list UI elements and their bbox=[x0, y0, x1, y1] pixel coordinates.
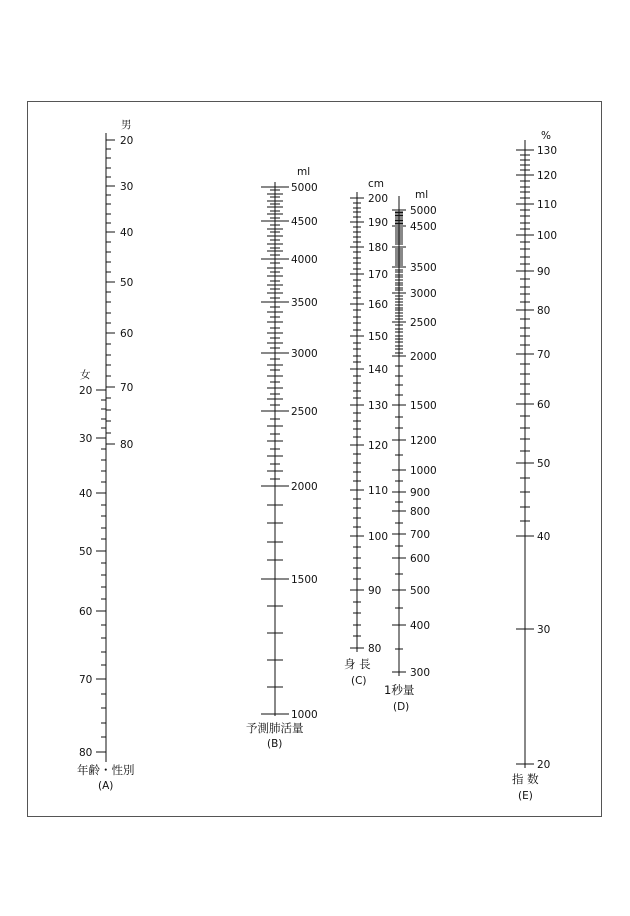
scale-d-label: 2000 bbox=[410, 351, 437, 363]
scale-a-male-unit: 男 bbox=[121, 119, 132, 131]
scale-c-label: 110 bbox=[368, 485, 389, 497]
scale-d-unit: ml bbox=[415, 189, 429, 201]
scale-e-caption: 指 数 bbox=[512, 772, 539, 786]
scale-d-label: 3000 bbox=[410, 288, 437, 300]
scale-a-male-label: 80 bbox=[120, 439, 134, 451]
scale-d-label: 300 bbox=[410, 667, 431, 679]
scale-b-label: 1500 bbox=[291, 574, 318, 586]
scale-d-fev1 bbox=[384, 189, 437, 713]
scale-d-label: 1000 bbox=[410, 465, 437, 477]
scale-d-label: 500 bbox=[410, 585, 431, 597]
scale-a-age-sex bbox=[77, 119, 135, 792]
scale-c-label: 80 bbox=[368, 643, 382, 655]
scale-b-label: 2500 bbox=[291, 406, 318, 418]
scale-e-label: 100 bbox=[537, 230, 558, 242]
scale-c-height bbox=[344, 178, 388, 687]
scale-a-male-label: 70 bbox=[120, 382, 134, 394]
scale-b-predicted-vital-capacity bbox=[246, 166, 318, 750]
scale-e-label: 90 bbox=[537, 266, 551, 278]
scale-d-label: 700 bbox=[410, 529, 431, 541]
scale-d-label: 5000 bbox=[410, 205, 437, 217]
scale-d-label: 400 bbox=[410, 620, 431, 632]
scale-c-label: 90 bbox=[368, 585, 382, 597]
scale-d-caption: 1秒量 bbox=[384, 683, 415, 697]
scale-b-label: 2000 bbox=[291, 481, 318, 493]
scale-a-male-label: 20 bbox=[120, 135, 134, 147]
scale-e-unit: % bbox=[541, 130, 551, 142]
scale-e-label: 120 bbox=[537, 170, 558, 182]
scale-a-female-label: 40 bbox=[79, 488, 93, 500]
scale-d-label: 1500 bbox=[410, 400, 437, 412]
scale-a-female-label: 30 bbox=[79, 433, 93, 445]
scale-b-label: 3500 bbox=[291, 297, 318, 309]
scale-a-letter: (A) bbox=[98, 780, 114, 792]
scale-b-label: 4500 bbox=[291, 216, 318, 228]
scale-d-label: 800 bbox=[410, 506, 431, 518]
scale-b-label: 5000 bbox=[291, 182, 318, 194]
scale-d-letter: (D) bbox=[393, 701, 410, 713]
scale-e-label: 60 bbox=[537, 399, 551, 411]
scale-b-caption: 予測肺活量 bbox=[246, 721, 304, 735]
scale-e-ticks bbox=[516, 145, 557, 771]
scale-a-male-label: 40 bbox=[120, 227, 134, 239]
scale-b-unit: ml bbox=[297, 166, 311, 178]
scale-b-letter: (B) bbox=[267, 738, 283, 750]
scale-c-caption: 身 長 bbox=[344, 657, 371, 671]
scale-a-female-label: 20 bbox=[79, 385, 93, 397]
scale-b-label: 4000 bbox=[291, 254, 318, 266]
scale-c-label: 200 bbox=[368, 193, 389, 205]
scale-e-label: 70 bbox=[537, 349, 551, 361]
scale-a-female-label: 50 bbox=[79, 546, 93, 558]
scale-c-label: 120 bbox=[368, 440, 389, 452]
scale-c-label: 140 bbox=[368, 364, 389, 376]
scale-c-label: 180 bbox=[368, 242, 389, 254]
scale-d-label: 4500 bbox=[410, 221, 437, 233]
scale-d-label: 600 bbox=[410, 553, 431, 565]
scale-d-label: 1200 bbox=[410, 435, 437, 447]
scale-b-ticks bbox=[261, 182, 318, 721]
scale-a-female-label: 80 bbox=[79, 747, 93, 759]
scale-a-male-label: 60 bbox=[120, 328, 134, 340]
scale-d-label: 900 bbox=[410, 487, 431, 499]
scale-c-ticks bbox=[350, 193, 388, 655]
scale-a-male-label: 50 bbox=[120, 277, 134, 289]
scale-e-index bbox=[512, 130, 557, 802]
scale-e-label: 110 bbox=[537, 199, 558, 211]
scale-c-label: 130 bbox=[368, 400, 389, 412]
scale-e-label: 80 bbox=[537, 305, 551, 317]
scale-b-label: 1000 bbox=[291, 709, 318, 721]
scale-e-label: 30 bbox=[537, 624, 551, 636]
scale-a-male-label: 30 bbox=[120, 181, 134, 193]
scale-e-label: 130 bbox=[537, 145, 558, 157]
scale-a-female-label: 70 bbox=[79, 674, 93, 686]
scale-c-label: 190 bbox=[368, 217, 389, 229]
scale-c-label: 100 bbox=[368, 531, 389, 543]
scale-e-label: 50 bbox=[537, 458, 551, 470]
scale-e-letter: (E) bbox=[518, 790, 533, 802]
scale-c-label: 150 bbox=[368, 331, 389, 343]
scale-a-female-label: 60 bbox=[79, 606, 93, 618]
scale-e-label: 40 bbox=[537, 531, 551, 543]
scale-d-label: 2500 bbox=[410, 317, 437, 329]
scale-c-label: 170 bbox=[368, 269, 389, 281]
scale-a-female-unit: 女 bbox=[80, 369, 91, 381]
scale-c-letter: (C) bbox=[351, 675, 367, 687]
scale-c-unit: cm bbox=[368, 178, 385, 190]
scale-b-label: 3000 bbox=[291, 348, 318, 360]
scale-c-label: 160 bbox=[368, 299, 389, 311]
scale-a-caption: 年齢・性別 bbox=[77, 763, 135, 777]
scale-d-label: 3500 bbox=[410, 262, 437, 274]
scale-e-label: 20 bbox=[537, 759, 551, 771]
